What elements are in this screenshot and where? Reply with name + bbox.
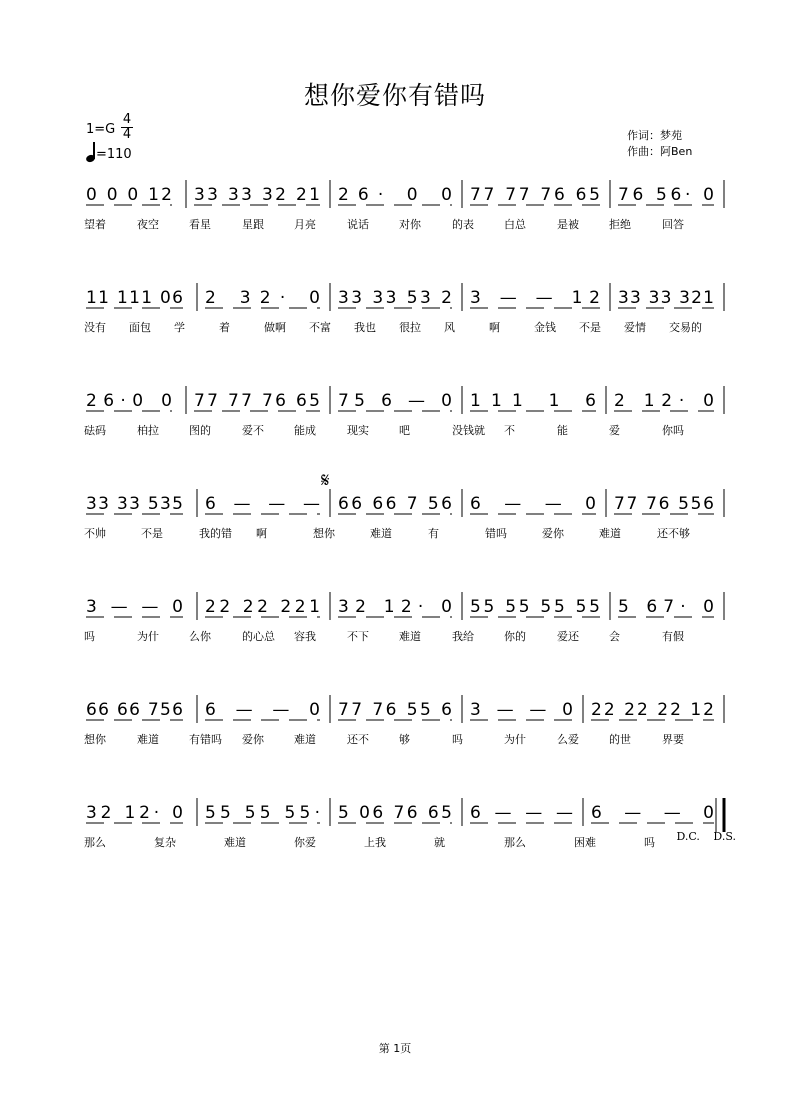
measure-notes: 77 77 76 65	[470, 185, 600, 205]
lyric-word: 想你	[84, 733, 106, 746]
lyric-word: 么你	[189, 630, 211, 643]
music-line	[0, 386, 714, 426]
lyric-word: 那么	[504, 836, 526, 849]
measure-notes: 6 — — —	[205, 494, 320, 514]
measure-notes: 75 6 — 0	[338, 391, 452, 411]
lyric-word: 难道	[370, 527, 392, 540]
ds-mark: D.S.	[713, 830, 736, 843]
measure-notes: 76 56· 0	[618, 185, 714, 205]
lyrics-line	[84, 422, 724, 440]
lyric-word: 现实	[347, 424, 369, 437]
page-footer: 第 1页	[378, 1042, 412, 1055]
measure-notes: 77 76 556	[614, 494, 714, 514]
tempo-value: =110	[96, 147, 132, 162]
lyric-word: 有错吗	[189, 733, 222, 746]
lyrics-line	[84, 319, 724, 337]
song-title: 想你爱你有错吗	[303, 81, 486, 110]
measure-notes: 5 67· 0	[618, 597, 714, 617]
lyric-word: 上我	[364, 836, 386, 849]
music-line	[0, 180, 714, 220]
measure-notes: 22 22 221	[205, 597, 320, 617]
lyric-word: 白总	[504, 218, 526, 231]
lyric-word: 回答	[662, 218, 684, 231]
lyric-word: 没有	[84, 321, 106, 334]
lyric-word: 爱	[609, 424, 620, 437]
lyric-word: 爱你	[242, 733, 264, 746]
lyric-word: 啊	[489, 321, 500, 334]
lyric-word: 啊	[256, 527, 267, 540]
measure-notes: 55 55 55·	[205, 803, 320, 823]
segno-sign: 𝄋	[321, 468, 330, 492]
music-line	[0, 283, 714, 323]
composer-credit: 作曲：阿Ben	[627, 145, 693, 158]
lyric-word: 你的	[504, 630, 526, 643]
measure-notes: 33 33 535	[86, 494, 183, 514]
lyric-word: 夜空	[137, 218, 159, 231]
lyric-word: 有假	[662, 630, 684, 643]
tempo-marking	[86, 142, 132, 164]
music-line	[0, 592, 714, 632]
lyric-word: 吗	[84, 630, 95, 643]
lyric-word: 那么	[84, 836, 106, 849]
lyric-word: 难道	[599, 527, 621, 540]
lyric-word: 不是	[141, 527, 163, 540]
measure-notes: 32 12· 0	[338, 597, 452, 617]
lyric-word: 爱不	[242, 424, 264, 437]
lyric-word: 着	[219, 321, 230, 334]
lyrics-line	[84, 834, 724, 852]
lyric-word: 没钱就	[452, 424, 485, 437]
lyric-word: 难道	[137, 733, 159, 746]
lyric-word: 风	[444, 321, 455, 334]
time-signature-top: 4	[122, 112, 132, 127]
lyric-word: 金钱	[534, 321, 556, 334]
credits	[627, 128, 692, 160]
lyric-word: 的心总	[242, 630, 275, 643]
lyric-word: 你吗	[662, 424, 684, 437]
measure-notes: 55 55 55 55	[470, 597, 600, 617]
lyric-word: 容我	[294, 630, 316, 643]
lyric-word: 错吗	[485, 527, 507, 540]
time-signature-bottom: 4	[122, 127, 132, 142]
lyric-word: 爱情	[624, 321, 646, 334]
measure-notes: 33 33 321	[618, 288, 714, 308]
measure-notes: 3 — — 12	[470, 288, 600, 308]
score-system	[0, 283, 790, 363]
measure-notes: 3 — — 0	[470, 700, 573, 720]
lyric-word: 会	[609, 630, 620, 643]
lyric-word: 的表	[452, 218, 474, 231]
measure-notes: 6 — — 0	[205, 700, 320, 720]
lyric-word: 做啊	[264, 321, 286, 334]
lyric-word: 交易的	[669, 321, 702, 334]
lyric-word: 不下	[347, 630, 369, 643]
measure-notes: 26· 0 0	[338, 185, 452, 205]
lyric-word: 学	[174, 321, 185, 334]
measure-notes: 5 06 76 65	[338, 803, 452, 823]
lyric-word: 么爱	[557, 733, 579, 746]
lyric-word: 还不够	[657, 527, 690, 540]
measure-notes: 11 111 06	[86, 288, 183, 308]
lyric-word: 就	[434, 836, 445, 849]
lyric-word: 界要	[662, 733, 684, 746]
lyric-word: 吗	[644, 836, 655, 849]
lyric-word: 月亮	[294, 218, 316, 231]
dc-mark: D.C.	[676, 830, 700, 843]
measure-notes: 26·0 0	[86, 391, 172, 411]
lyric-word: 说话	[347, 218, 369, 231]
measure-notes: 32 12· 0	[86, 803, 183, 823]
lyric-word: 为什	[137, 630, 159, 643]
lyric-word: 能	[557, 424, 568, 437]
lyric-word: 还不	[347, 733, 369, 746]
measure-notes: 2 32· 0	[205, 288, 320, 308]
lyric-word: 不帅	[84, 527, 106, 540]
lyrics-line	[84, 628, 724, 646]
lyrics-line	[84, 525, 724, 543]
lyric-word: 砝码	[84, 424, 106, 437]
key-signature: 1=G	[86, 122, 116, 137]
music-line	[0, 695, 714, 735]
measure-notes: 2 12· 0	[614, 391, 714, 411]
lyric-word: 很拉	[399, 321, 421, 334]
lyric-word: 望着	[84, 218, 106, 231]
lyric-word: 的世	[609, 733, 631, 746]
measure-notes: 6 — — 0	[470, 494, 596, 514]
lyric-word: 图的	[189, 424, 211, 437]
lyric-word: 不	[504, 424, 515, 437]
lyric-word: 能成	[294, 424, 316, 437]
measure-notes: 66 66 7 56	[338, 494, 452, 514]
lyric-word: 为什	[504, 733, 526, 746]
lyric-word: 我也	[354, 321, 376, 334]
lyric-word: 复杂	[154, 836, 176, 849]
measure-notes: 66 66 756	[86, 700, 183, 720]
lyric-word: 吧	[399, 424, 410, 437]
lyric-word: 是被	[557, 218, 579, 231]
lyric-word: 柏拉	[137, 424, 159, 437]
lyric-word: 面包	[129, 321, 151, 334]
score-system	[0, 386, 790, 466]
lyrics-line	[84, 216, 724, 234]
lyric-word: 我的错	[199, 527, 232, 540]
lyric-word: 爱你	[542, 527, 564, 540]
lyric-word: 困难	[574, 836, 596, 849]
lyric-word: 难道	[294, 733, 316, 746]
lyric-word: 想你	[313, 527, 335, 540]
quarter-note-icon	[86, 142, 96, 164]
lyric-word: 不富	[309, 321, 331, 334]
measure-notes: 22 22 22 12	[591, 700, 714, 720]
measure-notes: 6 — — —	[470, 803, 573, 823]
lyric-word: 不是	[579, 321, 601, 334]
lyric-word: 你爱	[294, 836, 316, 849]
measure-notes: 77 77 76 65	[194, 391, 320, 411]
lyric-word: 我给	[452, 630, 474, 643]
score-system	[0, 592, 790, 672]
lyric-word: 看星	[189, 218, 211, 231]
lyric-word: 够	[399, 733, 410, 746]
score-system	[0, 489, 790, 569]
lyric-word: 拒绝	[609, 218, 631, 231]
score-system	[0, 180, 790, 260]
measure-notes: 33 33 53 2	[338, 288, 452, 308]
measure-notes: 3 — — 0	[86, 597, 183, 617]
end-marks	[666, 830, 736, 843]
lyric-word: 对你	[399, 218, 421, 231]
score-system	[0, 695, 790, 775]
time-signature	[121, 113, 133, 142]
lyric-word: 难道	[224, 836, 246, 849]
measure-notes: 33 33 32 21	[194, 185, 320, 205]
lyrics-line	[84, 731, 724, 749]
lyric-word: 吗	[452, 733, 463, 746]
measure-notes: 77 76 55 6	[338, 700, 452, 720]
lyricist-credit: 作词：梦苑	[627, 129, 682, 142]
lyric-word: 爱还	[557, 630, 579, 643]
measure-notes: 111 1 6	[470, 391, 596, 411]
lyric-word: 有	[428, 527, 439, 540]
lyric-word: 星跟	[242, 218, 264, 231]
lyric-word: 难道	[399, 630, 421, 643]
measure-notes: 0 0 0 12	[86, 185, 172, 205]
measure-notes: 6 — — 0	[591, 803, 714, 823]
music-line	[0, 489, 714, 529]
